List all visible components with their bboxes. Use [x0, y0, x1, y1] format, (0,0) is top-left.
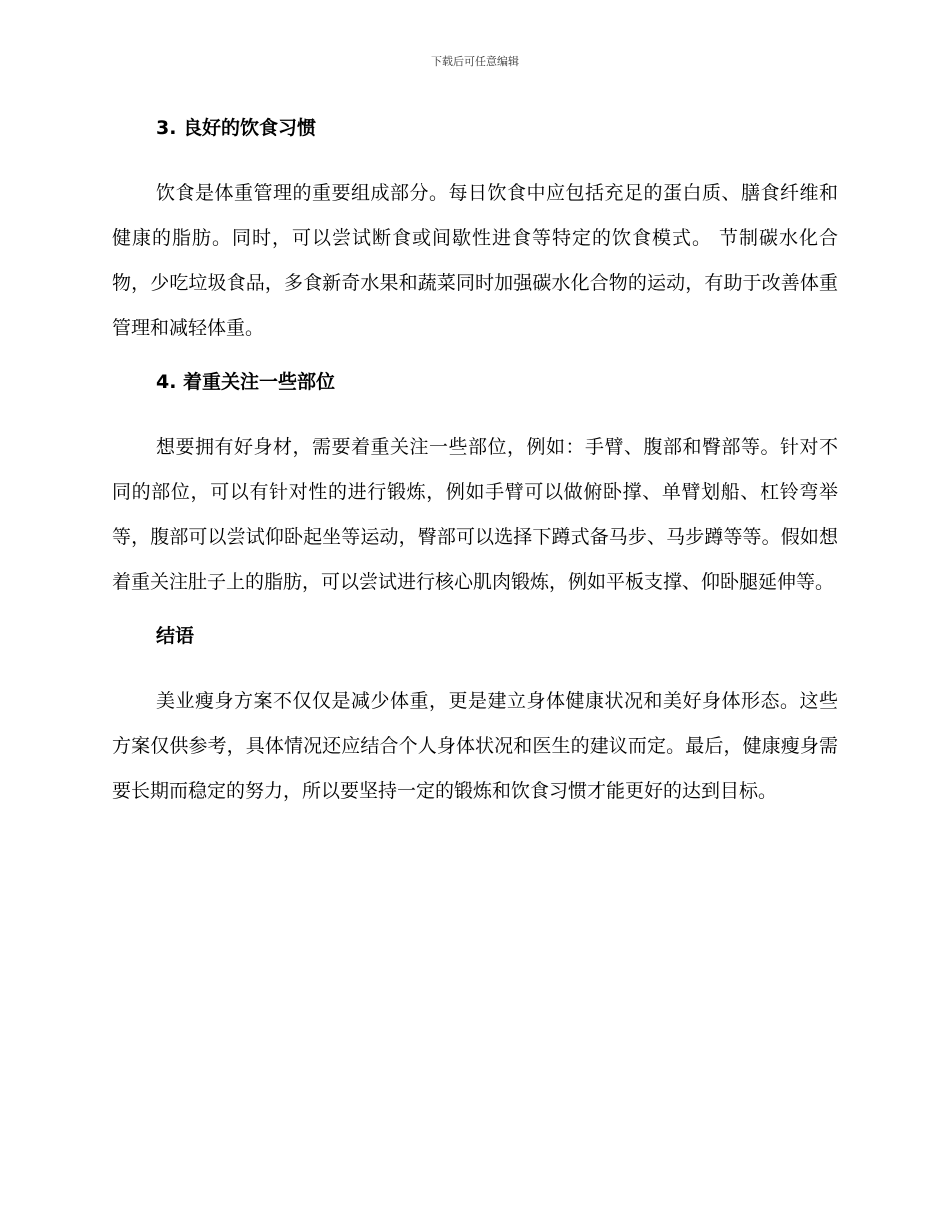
- section-heading-diet: 3. 良好的饮食习惯: [156, 117, 317, 139]
- section-heading-body-parts: 4. 着重关注一些部位: [156, 371, 336, 393]
- section-paragraph-body-parts: 想要拥有好身材，需要着重关注一些部位，例如：手臂、腹部和臀部等。针对不同的部位，可以有针对性的进行锻炼，例如手臂可以做俯卧撑、单臂划船、杠铃弯举等，腹部可以尝试仰卧起坐等运动，臀部可以选择下蹲式备马步、马步蹲等等。假如想着重关注肚子上的脂肪，可以尝试进行核心肌肉锻炼，例如平板支撑、仰卧腿延伸等。: [112, 436, 838, 593]
- section-paragraph-diet: 饮食是体重管理的重要组成部分。每日饮食中应包括充足的蛋白质、膳食纤维和健康的脂肪。同时，可以尝试断食或间歇性进食等特定的饮食模式。 节制碳水化合物，少吃垃圾食品，多食新奇水果和蔬菜同时加强碳水化合物的运动，有助于改善体重管理和减轻体重。: [112, 182, 838, 339]
- document-body: [112, 112, 838, 814]
- page-header: 下载后可任意编辑: [431, 55, 519, 68]
- section-paragraph-conclusion: 美业瘦身方案不仅仅是减少体重，更是建立身体健康状况和美好身体形态。这些方案仅供参考，具体情况还应结合个人身体状况和医生的建议而定。最后，健康瘦身需要长期而稳定的努力，所以要坚持一定的锻炼和饮食习惯才能更好的达到目标。: [112, 690, 838, 802]
- section-heading-conclusion: 结语: [156, 625, 195, 647]
